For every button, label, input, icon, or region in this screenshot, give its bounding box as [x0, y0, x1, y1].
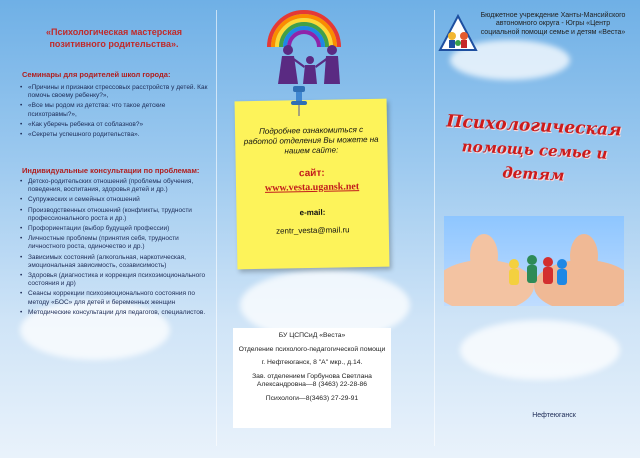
- list-item: • «Все мы родом из детства: что такое детские психотравмы?»,: [18, 102, 212, 118]
- list-item: • «Секреты успешного родительства».: [18, 131, 212, 139]
- seminars-list: [18, 84, 212, 141]
- department: Отделение психолого-педагогической помощи: [238, 345, 386, 353]
- list-item: • Зависимых состояний (алкогольная, наркотическая, эмоциональная зависимость, созависимость): [18, 254, 212, 270]
- site-label: сайт:: [298, 167, 325, 180]
- city-name: Нефтеюганск: [532, 412, 576, 419]
- address-block: [233, 328, 391, 428]
- psychologists-phone: Психологи—8(3463) 27-29-91: [265, 394, 359, 402]
- head-contact: Зав. отделением Горбунова Светлана Александровна—8 (3463) 22-28-86: [252, 372, 372, 388]
- note-text: Подробнее ознакомиться с работой отделения Вы можете на нашем сайте:: [243, 125, 379, 156]
- vesta-logo-icon: [438, 14, 478, 52]
- cover-panel: [434, 10, 632, 446]
- email-label: e-mail:: [299, 207, 326, 218]
- panel1-heading: «Психологическая мастерская позитивного родительства».: [45, 27, 183, 49]
- org-short: БУ ЦСПСиД «Веста»: [278, 332, 346, 339]
- title-line-1: Психологическая: [445, 111, 623, 141]
- list-item: • «Причины и признаки стрессовых расстройств у детей. Как помочь своему ребенку?»,: [18, 84, 212, 100]
- list-item: • Здоровья (диагностика и коррекция психоэмоционального состояния и др): [18, 272, 212, 288]
- website-note: [235, 99, 390, 270]
- list-item: • Методические консультации для педагогов, специалистов.: [18, 309, 212, 317]
- family-icon: [274, 42, 346, 84]
- left-panel: [8, 10, 216, 446]
- street-address: г. Нефтеюганск, 8 "А" мкр., д.14.: [261, 359, 363, 366]
- middle-panel: [216, 10, 434, 446]
- list-item: • «Как уберечь ребенка от соблазнов?»: [18, 121, 212, 129]
- hands-illustration: [444, 216, 624, 306]
- list-item: • Производственных отношений (конфликты, трудности профессионального роста и др.): [18, 207, 212, 223]
- email-link[interactable]: zentr_vesta@mail.ru: [275, 225, 350, 236]
- website-link[interactable]: www.vesta.ugansk.net: [264, 181, 360, 194]
- list-item: • Личностные проблемы (принятия себя, трудности личностного роста, одиночество и др.): [18, 235, 212, 251]
- list-item: • Супружеских и семейных отношений: [18, 196, 212, 204]
- seminars-title: Семинары для родителей школ города:: [22, 70, 171, 79]
- hands-family-image: [444, 216, 624, 306]
- brochure-title: [436, 111, 632, 186]
- consult-title: Индивидуальные консультации по проблемам:: [22, 166, 200, 175]
- list-item: • Детско-родительских отношений (проблемы обучения, поведения, воспитания, здоровья детей и др.): [18, 178, 212, 194]
- list-item: • Сеансы коррекции психоэмоционального состояния по методу «БОС» для детей и беременных женщин: [18, 290, 212, 306]
- pushpin-icon: [288, 86, 310, 116]
- title-line-2: помощь семье и детям: [461, 137, 608, 185]
- consult-list: [18, 178, 212, 319]
- organization-name: Бюджетное учреждение Ханты-Мансийского автономного округа - Югры «Центр социальной помощи семье и детям «Веста»: [480, 12, 626, 36]
- list-item: • Профориентации (выбор будущей профессии): [18, 225, 212, 233]
